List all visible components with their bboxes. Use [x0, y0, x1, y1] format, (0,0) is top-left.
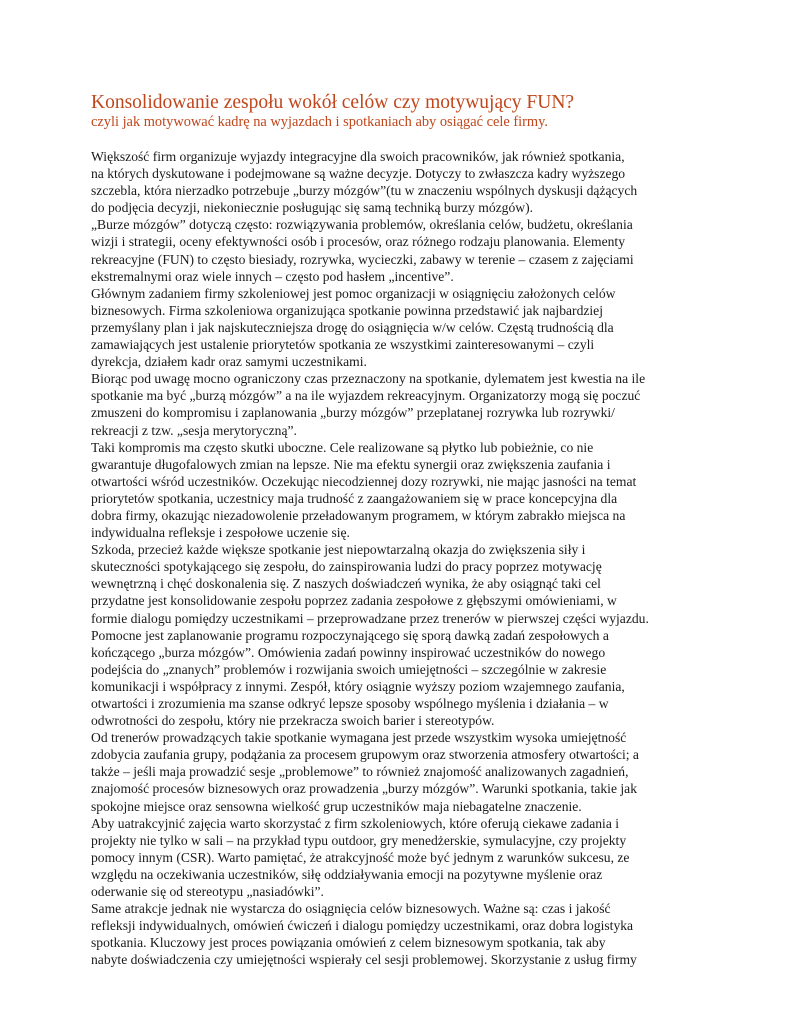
body-line: szczebla, która nierzadko potrzebuje „burzy mózgów”(tu w znaczeniu wspólnych dyskusji dążących — [91, 183, 638, 199]
body-line: ekstremalnymi oraz wiele innych – często pod hasłem „incentive”. — [91, 268, 454, 284]
body-line: także – jeśli maja prowadzić sesje „problemowe” to również znajomość analizowanych zagadnień, — [91, 764, 629, 780]
body-line: gwarantuje długofalowych zmian na lepsze. Nie ma efektu synergii oraz zwiększenia zaufania i — [91, 456, 611, 472]
body-line: dyrekcja, działem kadr oraz samymi uczestnikami. — [91, 354, 367, 370]
body-line: odwrotności do zespołu, który nie przekracza swoich barier i stereotypów. — [91, 713, 495, 729]
body-line: spokojne miejsce oraz sensowna wielkość grup uczestników maja niebagatelne znaczenie. — [91, 798, 582, 814]
body-line: formie dialogu pomiędzy uczestnikami – przeprowadzane przez trenerów w pierwszej części wyjazdu. — [91, 610, 649, 626]
document-subtitle: czyli jak motywować kadrę na wyjazdach i spotkaniach aby osiągać cele firmy. — [91, 114, 548, 130]
body-line: Taki kompromis ma często skutki uboczne. Cele realizowane są płytko lub pobieżnie, co nie — [91, 439, 594, 455]
body-line: podejścia do „znanych” problemów i rozwijania swoich umiejętności – szczególnie w zakresie — [91, 661, 607, 677]
body-line: pomocy innym (CSR). Warto pamiętać, że atrakcyjność może być jednym z warunków sukcesu, ze — [91, 849, 630, 865]
body-line: Aby uatrakcyjnić zajęcia warto skorzystać z firm szkoleniowych, które oferują ciekawe zadania i — [91, 815, 620, 831]
body-line: wizji i strategii, oceny efektywności osób i procesów, oraz różnego rodzaju planowania. Elementy — [91, 234, 626, 250]
body-line: Większość firm organizuje wyjazdy integracyjne dla swoich pracowników, jak również spotkania, — [91, 149, 625, 164]
document-title: Konsolidowanie zespołu wokół celów czy motywujący FUN? — [91, 92, 575, 113]
body-line: dobra firmy, okazując niezadowolenie przeładowanym programem, w którym zabrakło miejsca na — [91, 507, 626, 523]
body-line: rekreacji z tzw. „sesja merytoryczną”. — [91, 422, 297, 438]
body-line: spotkania. Kluczowy jest proces powiązania omówień z celem biznesowym spotkania, tak aby — [91, 935, 606, 951]
body-line: spotkanie ma być „burzą mózgów” a na ile wyjazdem rekreacyjnym. Organizatorzy mogą się poczuć — [91, 388, 641, 404]
body-line: rekreacyjne (FUN) to często biesiady, rozrywka, wycieczki, zabawy w terenie – czasem z zajęciami — [91, 251, 634, 267]
body-line: otwartości i zrozumienia ma szanse odkryć lepsze sposoby wspólnego myślenia i działania – w — [91, 696, 609, 711]
body-line: priorytetów spotkania, uczestnicy maja trudność z zaangażowaniem się w prace koncepcyjna dla — [91, 490, 618, 506]
body-line: Pomocne jest zaplanowanie programu rozpoczynającego się sporą dawką zadań zespołowych a — [91, 627, 609, 643]
body-line: „Burze mózgów” dotyczą często: rozwiązywania problemów, określania celów, budżetu, określania — [91, 217, 633, 233]
body-line: Głównym zadaniem firmy szkoleniowej jest pomoc organizacji w osiągnięciu założonych celów — [91, 285, 616, 301]
body-line: Od trenerów prowadzących takie spotkanie wymagana jest przede wszystkim wysoka umiejętność — [91, 730, 627, 746]
body-line: Same atrakcje jednak nie wystarcza do osiągnięcia celów biznesowych. Ważne są: czas i jakość — [91, 901, 611, 917]
body-line: do podjęcia decyzji, niekoniecznie posługując się samą techniką burzy mózgów). — [91, 200, 534, 216]
body-line: przemyślany plan i jak najskuteczniejsza drogę do osiągnięcia w/w celów. Częstą trudnością dla — [91, 319, 614, 335]
body-line: zdobycia zaufania grupy, podążania za procesem grupowym oraz stworzenia atmosfery otwartości; a — [91, 747, 639, 763]
body-line: otwartości wśród uczestników. Oczekując niecodziennej dozy rozrywki, nie mając jasności na temat — [91, 473, 637, 489]
body-line: projekty nie tylko w sali – na przykład typu outdoor, gry menedżerskie, symulacyjne, czy projekty — [91, 832, 627, 848]
body-line: znajomość procesów biznesowych oraz prowadzenia „burzy mózgów”. Warunki spotkania, takie jak — [91, 781, 637, 797]
body-line: Biorąc pod uwagę mocno ograniczony czas przeznaczony na spotkanie, dylematem jest kwestia na ile — [91, 371, 646, 387]
body-line: biznesowych. Firma szkoleniowa organizująca spotkanie powinna przedstawić jak najbardziej — [91, 302, 603, 318]
body-line: względu na oczekiwania uczestników, siłę oddziaływania emocji na pozytywne myślenie oraz — [91, 866, 603, 882]
body-line: na których dyskutowane i podejmowane są ważne decyzje. Dotyczy to zwłaszcza kadry wyższego — [91, 166, 626, 182]
body-line: oderwanie się od stereotypu „nasiadówki”. — [91, 884, 324, 900]
body-line: kończącego „burza mózgów”. Omówienia zadań powinny inspirować uczestników do nowego — [91, 644, 606, 660]
body-line: wewnętrzną i chęć doskonalenia się. Z naszych doświadczeń wynika, że aby osiągnąć taki cel — [91, 576, 601, 592]
body-line: zmuszeni do kompromisu i zaplanowania „burzy mózgów” przeplatanej rozrywka lub rozrywki/ — [91, 405, 615, 421]
body-line: refleksji indywidualnych, omówień ćwiczeń i dialogu pomiędzy uczestnikami, oraz dobra logistyka — [91, 918, 634, 934]
body-line: Szkoda, przecież każde większe spotkanie jest niepowtarzalną okazja do zwiększenia siły i — [91, 542, 586, 558]
body-line: indywidualna refleksje i zespołowe uczenie się. — [91, 525, 350, 541]
document-body — [91, 148, 691, 969]
body-line: przydatne jest konsolidowanie zespołu poprzez zadania zespołowe z głębszymi omówieniami, w — [91, 593, 617, 609]
body-line: nabyte doświadczenia czy umiejętności wspierały cel sesji problemowej. Skorzystanie z usług firmy — [91, 952, 637, 968]
body-line: skuteczności spotykającego się zespołu, do zainspirowania ludzi do pracy poprzez motywację — [91, 559, 602, 575]
body-line: komunikacji i współpracy z innymi. Zespół, który osiągnie wyższy poziom wzajemnego zaufania, — [91, 678, 625, 694]
body-line: zamawiających jest ustalenie priorytetów spotkania ze wszystkimi zainteresowanymi – czyli — [91, 337, 595, 353]
